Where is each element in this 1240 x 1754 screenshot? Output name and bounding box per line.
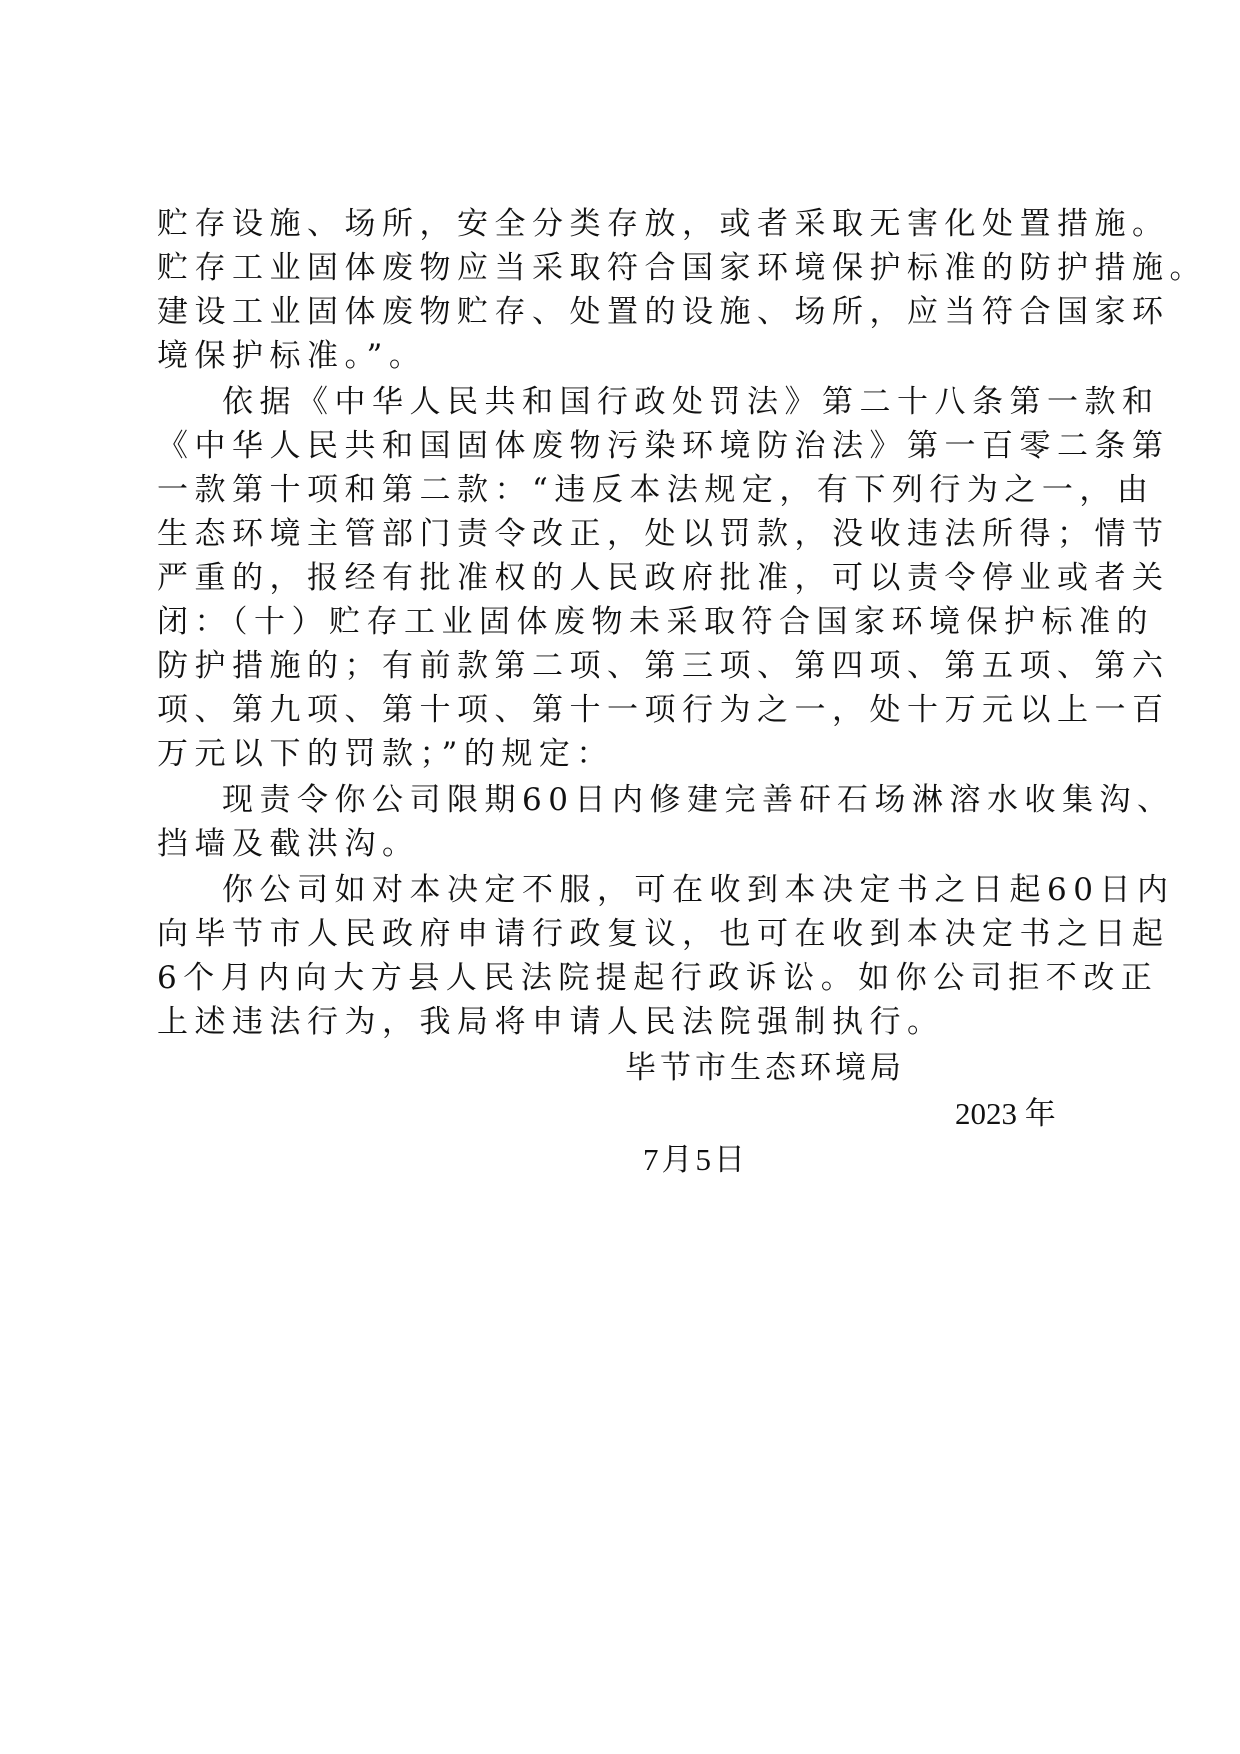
body-line: 防护措施的；有前款第二项、第三项、第四项、第五项、第六	[157, 648, 1170, 684]
body-line: 贮存工业固体废物应当采取符合国家环境保护标准的防护措施。	[157, 250, 1207, 286]
body-line: 挡墙及截洪沟。	[157, 826, 420, 862]
date-year: 2023 年	[955, 1096, 1056, 1131]
body-line: 你公司如对本决定不服，可在收到本决定书之日起60日内	[222, 872, 1175, 908]
body-line: 《中华人民共和国固体废物污染环境防治法》第一百零二条第	[157, 428, 1170, 464]
body-line: 向毕节市人民政府申请行政复议，也可在收到本决定书之日起	[157, 916, 1170, 952]
body-line: 一款第十项和第二款：“违反本法规定，有下列行为之一，由	[157, 472, 1155, 508]
body-line: 项、第九项、第十项、第十一项行为之一，处十万元以上一百	[157, 692, 1170, 728]
body-line: 严重的，报经有批准权的人民政府批准，可以责令停业或者关	[157, 560, 1170, 596]
body-line: 万元以下的罚款；”的规定：	[157, 736, 614, 772]
body-line: 上述违法行为，我局将申请人民法院强制执行。	[157, 1004, 945, 1040]
body-line: 依据《中华人民共和国行政处罚法》第二十八条第一款和	[222, 384, 1160, 420]
date-month-day: 7月5日	[643, 1142, 748, 1177]
body-line: 境保护标准。”。	[157, 338, 427, 374]
body-line: 闭：（十）贮存工业固体废物未采取符合国家环境保护标准的	[157, 604, 1154, 640]
body-line: 建设工业固体废物贮存、处置的设施、场所，应当符合国家环	[157, 294, 1170, 330]
body-line: 6个月内向大方县人民法院提起行政诉讼。如你公司拒不改正	[157, 960, 1159, 996]
body-line: 贮存设施、场所，安全分类存放，或者采取无害化处置措施。	[157, 206, 1170, 242]
body-line: 现责令你公司限期60日内修建完善矸石场淋溶水收集沟、	[222, 782, 1175, 818]
issuer-signature: 毕节市生态环境局	[625, 1050, 905, 1086]
body-line: 生态环境主管部门责令改正，处以罚款，没收违法所得；情节	[157, 516, 1170, 552]
